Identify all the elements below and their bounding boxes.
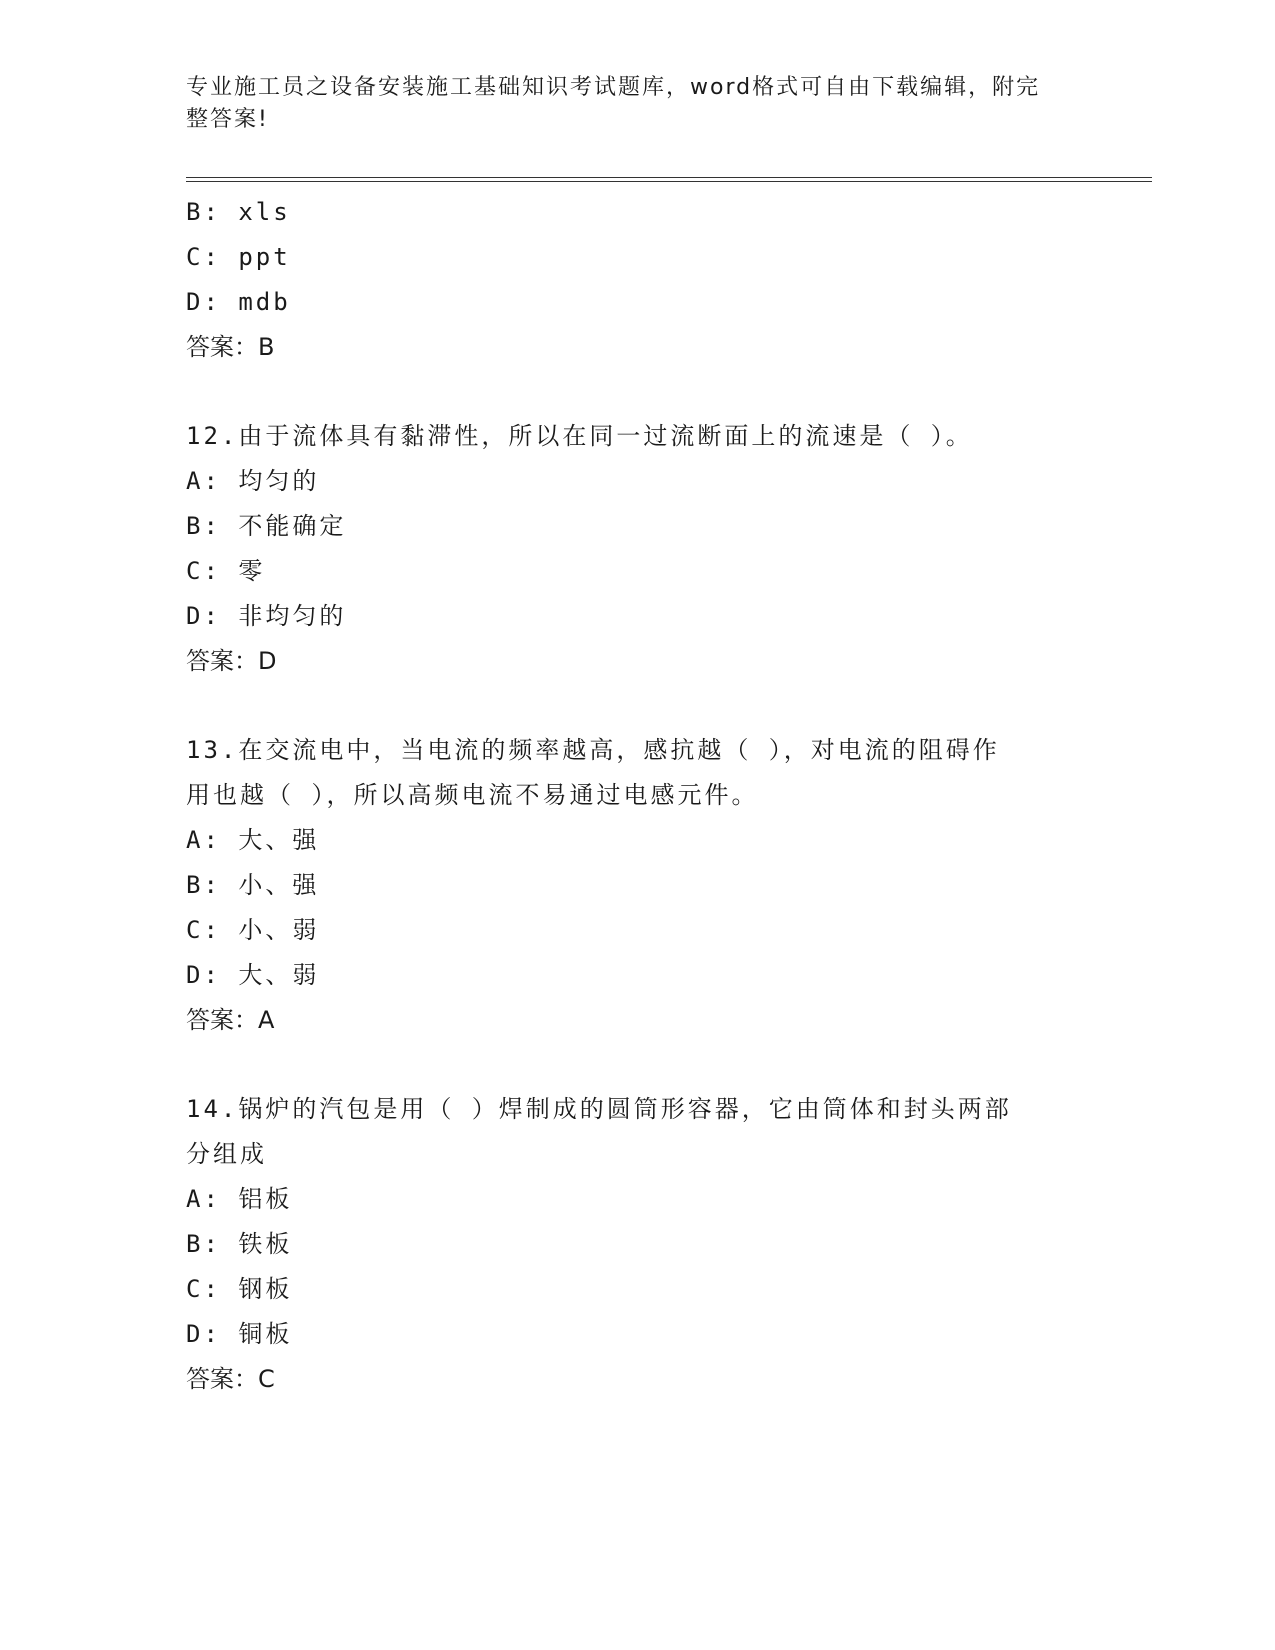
question-13 bbox=[186, 728, 1086, 1043]
question-stem: 13.在交流电中，当电流的频率越高，感抗越（ ），对电流的阻碍作 bbox=[186, 736, 1000, 764]
option-c: C: 钢板 bbox=[186, 1275, 293, 1303]
header-divider-bottom bbox=[186, 181, 1152, 182]
option-b: B: xls bbox=[186, 198, 291, 226]
question-12 bbox=[186, 414, 1086, 684]
header-line-1: 专业施工员之设备安装施工基础知识考试题库，word格式可自由下载编辑，附完 bbox=[186, 75, 1041, 100]
option-a: A: 均匀的 bbox=[186, 467, 320, 495]
question-14 bbox=[186, 1087, 1086, 1402]
option-c: C: ppt bbox=[186, 243, 291, 271]
question-stem-continued: 用也越（ ），所以高频电流不易通过电感元件。 bbox=[186, 781, 759, 809]
answer-line: 答案：C bbox=[186, 1365, 275, 1393]
option-d: D: mdb bbox=[186, 288, 291, 316]
option-c: C: 零 bbox=[186, 557, 266, 585]
header-line-2: 整答案! bbox=[186, 107, 269, 132]
question-stem: 12.由于流体具有黏滞性，所以在同一过流断面上的流速是（ ）。 bbox=[186, 422, 973, 450]
option-d: D: 大、弱 bbox=[186, 961, 320, 989]
question-list bbox=[186, 190, 1086, 1402]
spacer bbox=[186, 684, 1086, 728]
option-a: A: 铝板 bbox=[186, 1185, 293, 1213]
option-b: B: 不能确定 bbox=[186, 512, 347, 540]
answer-line: 答案：D bbox=[186, 647, 277, 675]
spacer bbox=[186, 370, 1086, 414]
option-d: D: 非均匀的 bbox=[186, 602, 347, 630]
document-header bbox=[186, 72, 1066, 136]
answer-line: 答案：A bbox=[186, 1006, 275, 1034]
option-d: D: 铜板 bbox=[186, 1320, 293, 1348]
question-stem: 14.锅炉的汽包是用（ ）焊制成的圆筒形容器，它由筒体和封头两部 bbox=[186, 1095, 1012, 1123]
option-b: B: 小、强 bbox=[186, 871, 320, 899]
spacer bbox=[186, 1043, 1086, 1087]
header-divider-top bbox=[186, 177, 1152, 178]
option-a: A: 大、强 bbox=[186, 826, 320, 854]
question-11-tail bbox=[186, 190, 1086, 370]
option-b: B: 铁板 bbox=[186, 1230, 293, 1258]
option-c: C: 小、弱 bbox=[186, 916, 320, 944]
question-stem-continued: 分组成 bbox=[186, 1140, 267, 1168]
answer-line: 答案：B bbox=[186, 333, 275, 361]
